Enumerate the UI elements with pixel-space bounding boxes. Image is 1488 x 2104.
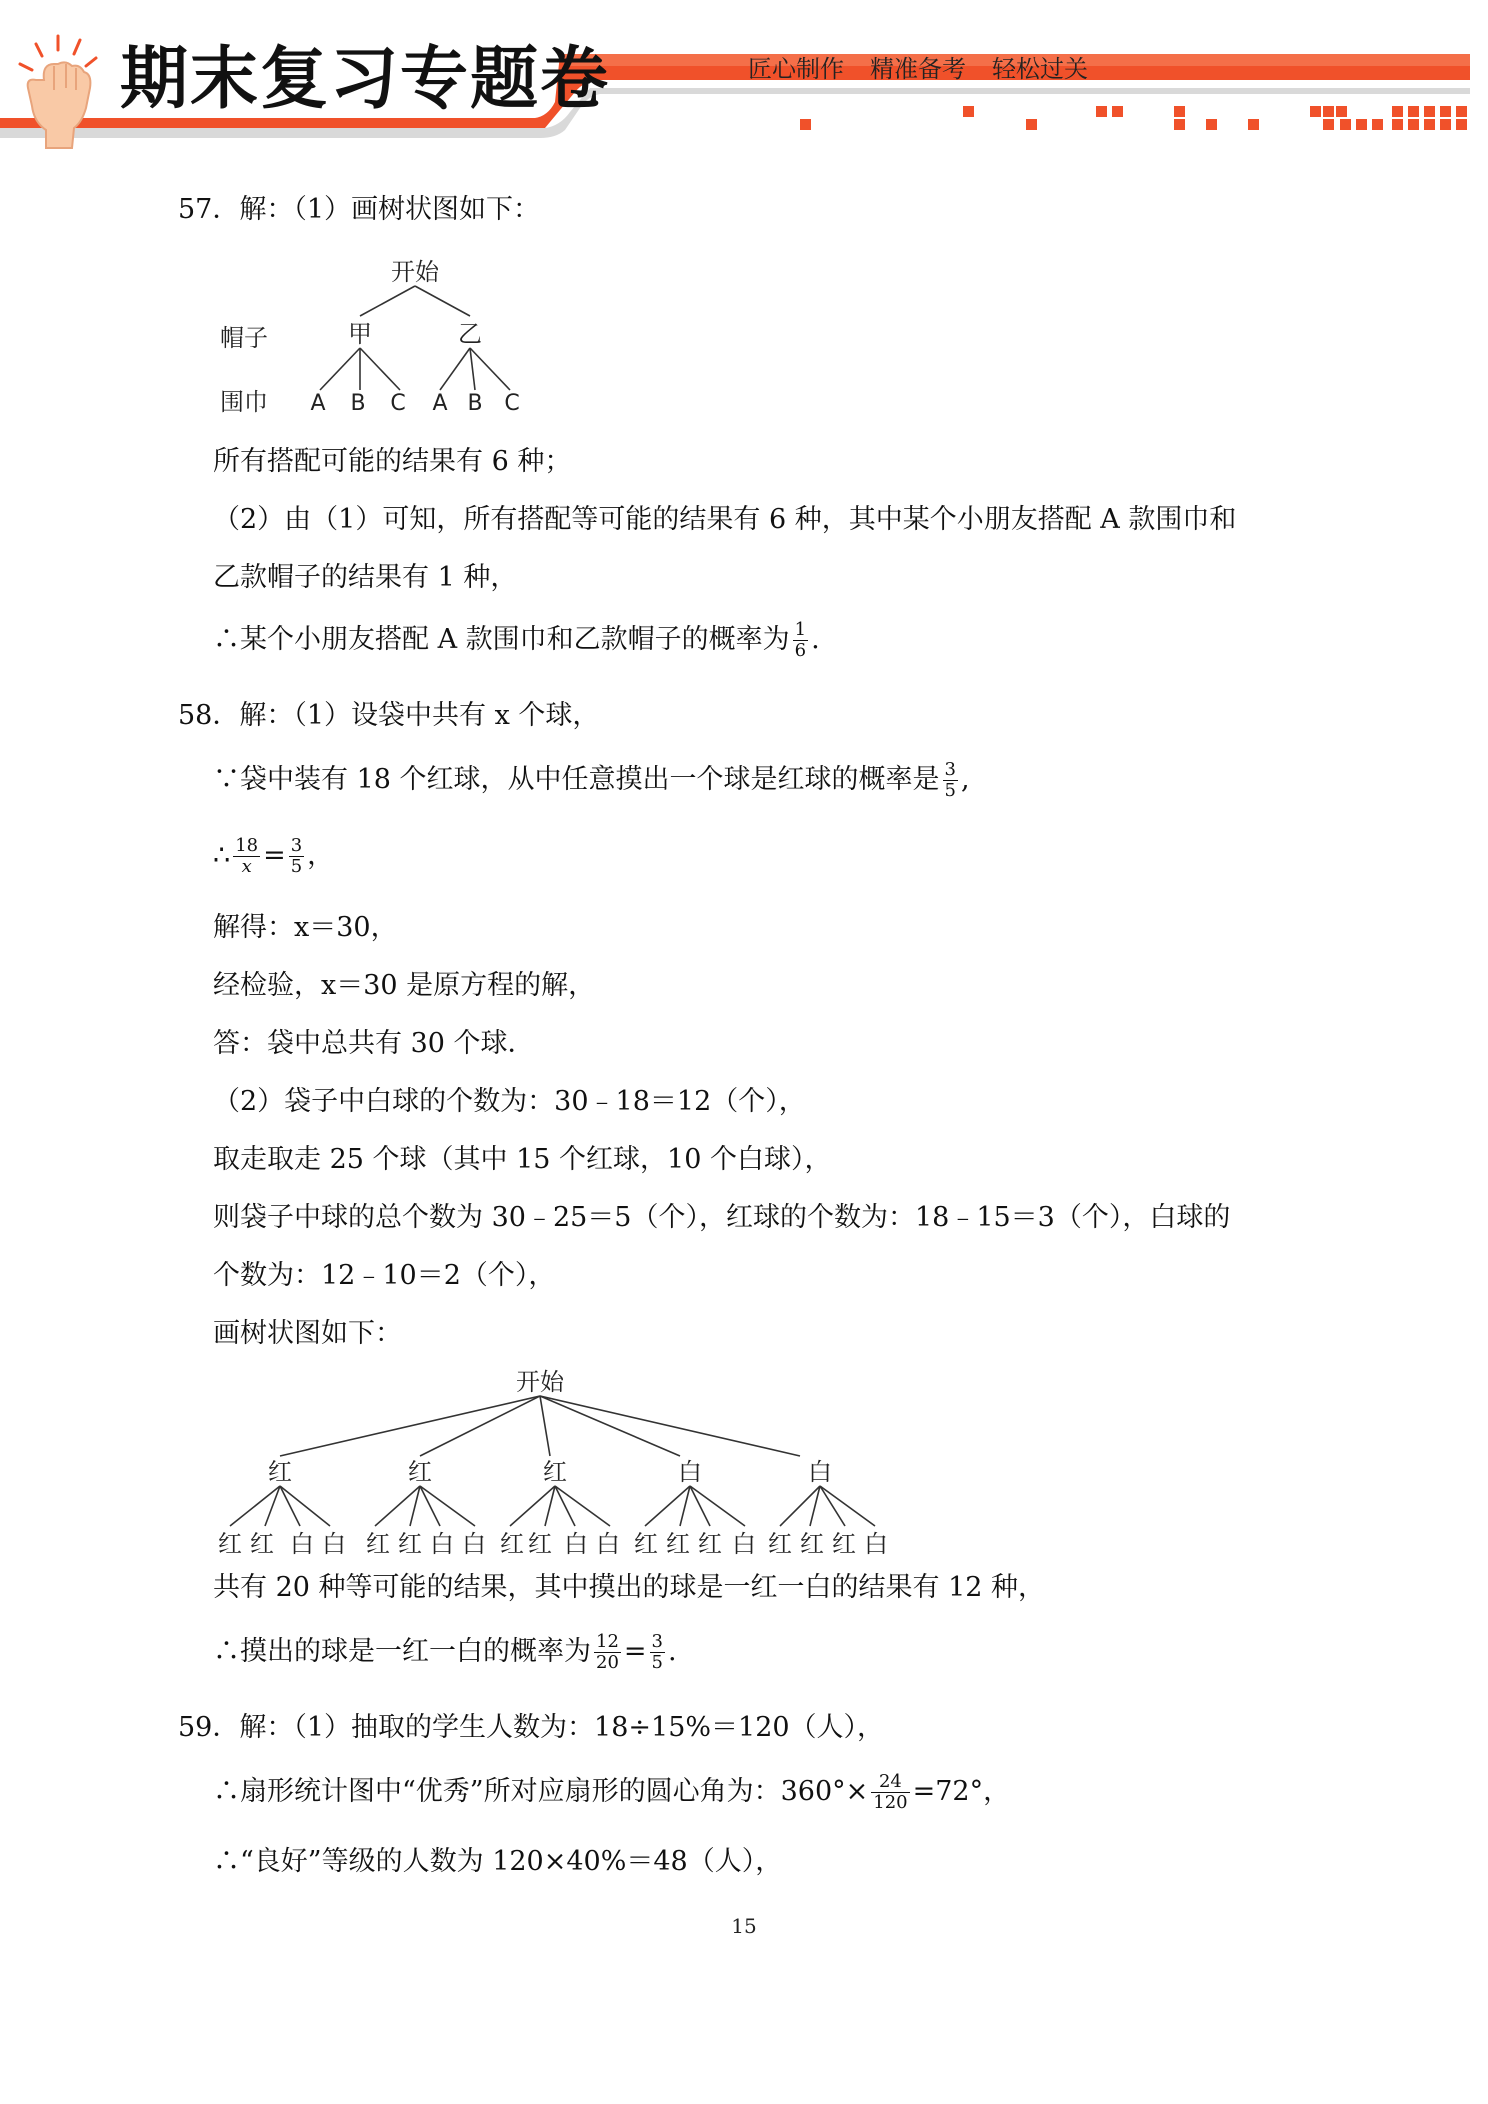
tree-root-label: 开始 — [391, 258, 439, 286]
tree-leaf: 红 — [528, 1530, 552, 1558]
tree-leaf: A — [310, 391, 326, 416]
tree-leaf: 白 — [864, 1530, 888, 1558]
q58-line-4: 解得：x＝30， — [213, 912, 398, 943]
q59-line-1: 59．解：（1）抽取的学生人数为：18÷15%＝120（人）， — [178, 1712, 885, 1743]
tree-node: 白 — [678, 1458, 702, 1486]
punctuation: . — [667, 1636, 677, 1667]
q58-tree-diagram — [210, 1360, 910, 1560]
tree-node: 白 — [808, 1458, 832, 1486]
equals-sign: = — [263, 840, 286, 871]
fraction — [233, 836, 260, 877]
fraction-denominator: 5 — [290, 856, 303, 877]
therefore-symbol: ∴ — [213, 840, 231, 871]
q57-line-1: 57．解：（1）画树状图如下： — [178, 194, 541, 225]
q58-line-1: 58．解：（1）设袋中共有 x 个球， — [178, 700, 600, 731]
tree-leaf: 红 — [666, 1530, 690, 1558]
q57-line-2: 所有搭配可能的结果有 6 种； — [213, 446, 572, 477]
q58-line-9: 则袋子中球的总个数为 30﹣25＝5（个），红球的个数为：18﹣15＝3（个），白球的 — [213, 1202, 1231, 1233]
q57-line-3: （2）由（1）可知，所有搭配等可能的结果有 6 种，其中某个小朋友搭配 A 款围巾和 — [213, 504, 1237, 535]
tree-leaf: A — [432, 391, 448, 416]
tree-node: 红 — [268, 1458, 292, 1486]
tree-leaf: 红 — [218, 1530, 242, 1558]
tree-row-label-hat: 帽子 — [220, 324, 268, 352]
tree-leaf: 白 — [290, 1530, 314, 1558]
slogan-2: 精准备考 — [870, 55, 966, 83]
tree-leaf: 红 — [634, 1530, 658, 1558]
tree-leaf: 红 — [768, 1530, 792, 1558]
q58-line-12: 共有 20 种等可能的结果，其中摸出的球是一红一白的结果有 12 种， — [213, 1572, 1046, 1603]
punctuation: ， — [307, 840, 335, 871]
fraction-denominator: 20 — [596, 1652, 619, 1673]
fraction-numerator: 18 — [235, 835, 259, 856]
q58-line-2-text: ∵袋中装有 18 个红球，从中任意摸出一个球是红球的概率是 — [213, 764, 940, 795]
q57-tree-diagram — [210, 244, 540, 420]
tree-leaf: B — [350, 391, 366, 416]
q58-line-10: 个数为：12﹣10＝2（个）， — [213, 1260, 556, 1291]
q58-line-5: 经检验，x＝30 是原方程的解， — [213, 970, 596, 1001]
fraction-numerator: 3 — [651, 1631, 663, 1652]
tree-leaf: 白 — [430, 1530, 454, 1558]
tree-leaf: 白 — [322, 1530, 346, 1558]
header-title: 期末复习专题卷 — [120, 40, 611, 119]
tree-leaf: B — [467, 391, 483, 416]
slogan-3: 轻松过关 — [992, 55, 1088, 83]
tree-leaf: 红 — [698, 1530, 722, 1558]
slogan-1: 匠心制作 — [748, 55, 844, 83]
q57-line-5-text: ∴某个小朋友搭配 A 款围巾和乙款帽子的概率为 — [213, 624, 790, 655]
fraction-numerator: 3 — [290, 835, 303, 856]
q58-line-11: 画树状图如下： — [213, 1318, 402, 1349]
q58-line-13 — [213, 1632, 677, 1673]
tree-node: 红 — [543, 1458, 567, 1486]
q59-line-3: ∴“良好”等级的人数为 120×40%＝48（人）， — [213, 1846, 783, 1877]
tree-leaf: 白 — [596, 1530, 620, 1558]
fraction-numerator: 1 — [794, 619, 807, 640]
q58-line-13-text: ∴摸出的球是一红一白的概率为 — [213, 1636, 591, 1667]
hand-icon — [6, 30, 116, 150]
tree-leaf: C — [504, 391, 520, 416]
q58-line-2: ∵袋中装有 18 个红球，从中任意摸出一个球是红球的概率是 $\frac{3}{5}$ , — [213, 759, 970, 801]
fraction-denominator: 5 — [944, 780, 956, 801]
tree-leaf: 白 — [564, 1530, 588, 1558]
page-number: 15 — [731, 1914, 757, 1938]
q58-line-7: （2）袋子中白球的个数为：30﹣18＝12（个）， — [213, 1086, 806, 1117]
tree-root-label: 开始 — [516, 1368, 564, 1396]
tree-leaf: 红 — [250, 1530, 274, 1558]
fraction-numerator: 24 — [871, 1772, 909, 1793]
tree-leaf: 白 — [462, 1530, 486, 1558]
tree-leaf: 红 — [500, 1530, 524, 1558]
fraction — [289, 836, 304, 877]
tree-leaf: 红 — [800, 1530, 824, 1558]
fraction — [943, 760, 958, 801]
header-slogan — [748, 52, 1114, 86]
tree-leaf: 红 — [398, 1530, 422, 1558]
fraction — [594, 1632, 621, 1673]
tree-leaf: C — [390, 391, 406, 416]
tree-leaf: 红 — [832, 1530, 856, 1558]
tree-leaf: 白 — [732, 1530, 756, 1558]
q59-line-2-text: ∴扇形统计图中“优秀”所对应扇形的圆心角为：360°× — [213, 1776, 869, 1807]
q57-line-4: 乙款帽子的结果有 1 种， — [213, 562, 518, 593]
q58-line-3 — [213, 836, 334, 877]
fraction — [650, 1632, 665, 1673]
fraction — [793, 620, 808, 661]
fraction-denominator: 6 — [794, 640, 807, 661]
fraction — [871, 1772, 909, 1813]
fraction-denominator: 120 — [873, 1792, 908, 1813]
q59-line-2 — [213, 1772, 1010, 1813]
equals-sign: = — [623, 1636, 647, 1667]
tree-node: 红 — [408, 1458, 432, 1486]
q58-line-8: 取走取走 25 个球（其中 15 个红球，10 个白球）， — [213, 1144, 832, 1175]
punctuation: =72°， — [912, 1776, 1011, 1807]
tree-leaf: 红 — [366, 1530, 390, 1558]
tree-row-label-scarf: 围巾 — [220, 388, 268, 416]
page-header — [0, 0, 1488, 150]
fraction-numerator: 12 — [596, 1631, 619, 1652]
fraction-denominator: x — [241, 856, 252, 877]
q57-line-5: ∴某个小朋友搭配 A 款围巾和乙款帽子的概率为 $\frac{1}{6}$ . — [213, 619, 820, 661]
fraction-numerator: 3 — [944, 759, 956, 780]
q58-line-6: 答：袋中总共有 30 个球． — [213, 1028, 535, 1059]
fraction-denominator: 5 — [651, 1652, 663, 1673]
tree-node-jia: 甲 — [348, 320, 372, 348]
tree-node-yi: 乙 — [458, 320, 482, 348]
